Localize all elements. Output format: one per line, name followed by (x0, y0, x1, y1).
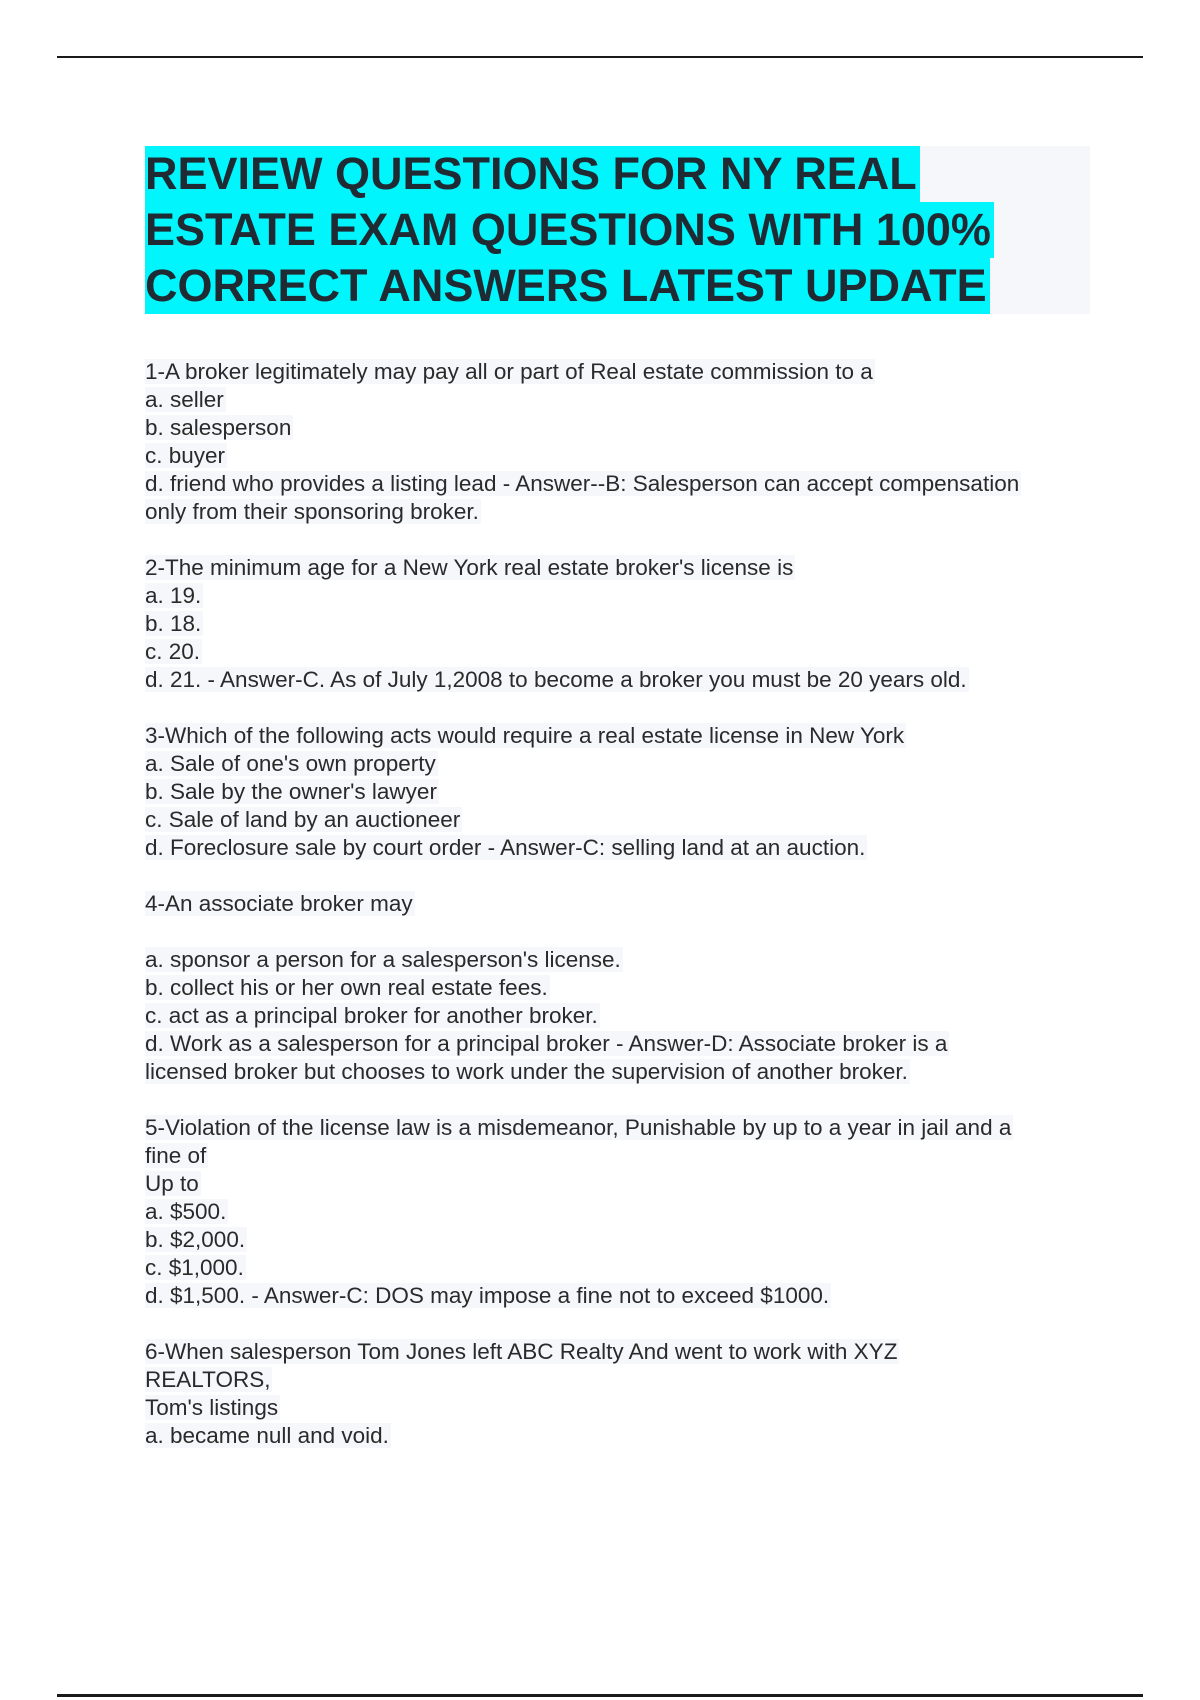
answer-option: a. 19. (145, 583, 202, 608)
answer-explanation: licensed broker but chooses to work under the supervision of another broker. (145, 1059, 908, 1084)
answer-option: c. $1,000. (145, 1255, 244, 1280)
title-line: CORRECT ANSWERS LATEST UPDATE (145, 258, 990, 314)
spacer (145, 1310, 1095, 1338)
answer-explanation: only from their sponsoring broker. (145, 499, 479, 524)
answer-option: d. $1,500. - Answer-C: DOS may impose a fine not to exceed $1000. (145, 1283, 830, 1308)
answer-option: c. Sale of land by an auctioneer (145, 807, 461, 832)
question-text: 6-When salesperson Tom Jones left ABC Realty And went to work with XYZ (145, 1339, 898, 1364)
answer-option: a. sponsor a person for a salesperson's license. (145, 947, 621, 972)
answer-option: d. 21. - Answer-C. As of July 1,2008 to become a broker you must be 20 years old. (145, 667, 967, 692)
spacer (145, 1086, 1095, 1114)
answer-option: c. 20. (145, 639, 201, 664)
question-text: Tom's listings (145, 1395, 279, 1420)
question-4 (145, 890, 1095, 1086)
question-3 (145, 722, 1095, 862)
answer-option: a. $500. (145, 1199, 227, 1224)
answer-option: b. 18. (145, 611, 202, 636)
top-rule (57, 56, 1143, 58)
answer-option: d. Foreclosure sale by court order - Answer-C: selling land at an auction. (145, 835, 866, 860)
spacer (145, 694, 1095, 722)
question-text: 1-A broker legitimately may pay all or part of Real estate commission to a (145, 359, 873, 384)
answer-option: b. salesperson (145, 415, 292, 440)
question-text: 3-Which of the following acts would require a real estate license in New York (145, 723, 905, 748)
question-1 (145, 358, 1095, 526)
spacer (145, 862, 1095, 890)
question-2 (145, 554, 1095, 694)
bottom-rule (57, 1694, 1143, 1697)
answer-option: c. act as a principal broker for another broker. (145, 1003, 598, 1028)
question-6 (145, 1338, 1095, 1450)
answer-option: b. collect his or her own real estate fees. (145, 975, 548, 1000)
answer-option: b. $2,000. (145, 1227, 246, 1252)
answer-option: a. seller (145, 387, 224, 412)
document-title (145, 146, 1090, 314)
question-text: 2-The minimum age for a New York real estate broker's license is (145, 555, 794, 580)
answer-option: c. buyer (145, 443, 226, 468)
answer-option: d. Work as a salesperson for a principal broker - Answer-D: Associate broker is a (145, 1031, 948, 1056)
answer-option: a. Sale of one's own property (145, 751, 436, 776)
title-line: REVIEW QUESTIONS FOR NY REAL (145, 146, 920, 202)
question-text: 5-Violation of the license law is a misdemeanor, Punishable by up to a year in jail and a (145, 1115, 1012, 1140)
question-text: 4-An associate broker may (145, 891, 413, 916)
answer-option: d. friend who provides a listing lead - Answer--B: Salesperson can accept compensation (145, 471, 1020, 496)
question-text: Up to (145, 1171, 199, 1196)
question-text: REALTORS, (145, 1367, 271, 1392)
question-text: fine of (145, 1143, 207, 1168)
spacer (145, 526, 1095, 554)
answer-option: b. Sale by the owner's lawyer (145, 779, 437, 804)
title-block (145, 146, 1090, 314)
title-line: ESTATE EXAM QUESTIONS WITH 100% (145, 202, 994, 258)
questions-body (145, 358, 1095, 1450)
question-5 (145, 1114, 1095, 1310)
answer-option: a. became null and void. (145, 1423, 389, 1448)
